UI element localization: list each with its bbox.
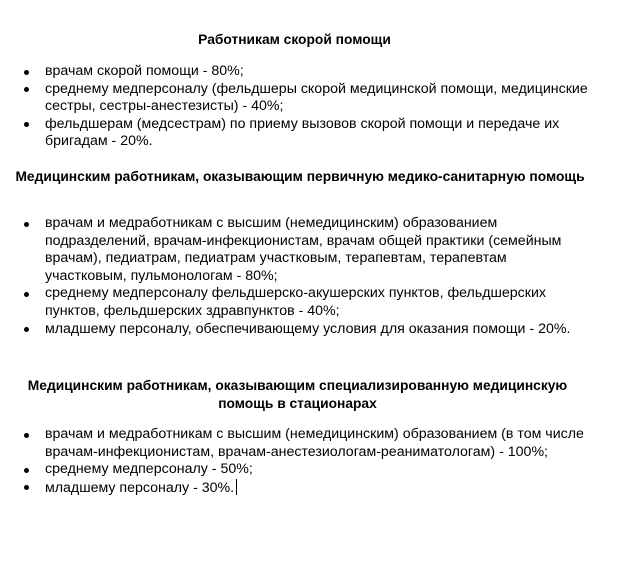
section-2-list xyxy=(0,215,590,338)
list-item: врачам и медработникам с высшим (немедицинским) образованием (в том числе врачам-инфекционистам, врачам-анестезиологам-реаниматологам) - 100%; xyxy=(0,426,590,461)
list-item: среднему медперсоналу (фельдшеры скорой медицинской помощи, медицинские сестры, сестры-анестезисты) - 40%; xyxy=(0,81,590,116)
section-2-heading: Медицинским работникам, оказывающим первичную медико-санитарную помощь xyxy=(15,169,585,184)
text-cursor xyxy=(236,479,237,495)
list-item: врачам скорой помощи - 80%; xyxy=(0,63,590,81)
list-item: среднему медперсоналу - 50%; xyxy=(0,461,590,479)
section-3-list xyxy=(0,426,590,497)
list-item: фельдшерам (медсестрам) по приему вызовов скорой помощи и передаче их бригадам - 20%. xyxy=(0,116,590,151)
section-3-heading: Медицинским работникам, оказывающим специализированную медицинскую помощь в стационарах xyxy=(27,378,568,411)
list-item-last[interactable] xyxy=(0,479,590,498)
list-item: среднему медперсоналу фельдшерско-акушерских пунктов, фельдшерских пунктов, фельдшерских здравпунктов - 40%; xyxy=(0,285,590,320)
section-1-heading: Работникам скорой помощи xyxy=(198,32,391,47)
list-item-text: младшему персоналу - 30%. xyxy=(45,479,235,496)
list-item: младшему персоналу, обеспечивающему условия для оказания помощи - 20%. xyxy=(0,321,590,339)
list-item: врачам и медработникам с высшим (немедицинским) образованием подразделений, врачам-инфекционистам, врачам общей практики (семейным врачам), педиатрам, педиатрам участковым, терапевтам, терапевтам участковым, пульмонологам - 80%; xyxy=(0,215,590,285)
section-1-list xyxy=(0,63,590,151)
